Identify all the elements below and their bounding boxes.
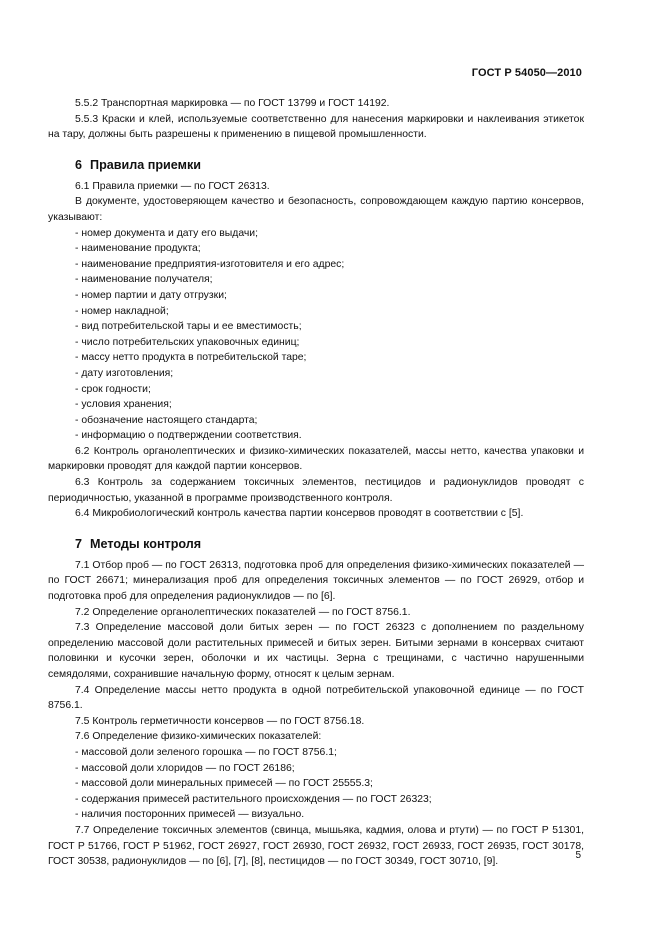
list-item: - вид потребительской тары и ее вместимость; bbox=[75, 321, 302, 333]
paragraph-5-5-3: 5.5.3 Краски и клей, используемые соответственно для нанесения маркировки и наклеивания этикеток на тару, должны быть разрешены к применению в пищевой промышленности. bbox=[48, 113, 584, 141]
list-item: - число потребительских упаковочных единиц; bbox=[75, 336, 300, 348]
list-item: - наименование продукта; bbox=[75, 243, 201, 255]
list-item: - массовой доли минеральных примесей — по ГОСТ 25555.3; bbox=[75, 778, 373, 790]
list-item: - содержания примесей растительного происхождения — по ГОСТ 26323; bbox=[75, 793, 432, 805]
paragraph-7-6: 7.6 Определение физико-химических показателей: bbox=[75, 731, 322, 743]
section-6-title: Правила приемки bbox=[90, 157, 201, 172]
section-7-title: Методы контроля bbox=[90, 536, 202, 551]
document-header: ГОСТ Р 54050—2010 bbox=[471, 67, 582, 79]
paragraph-7-5: 7.5 Контроль герметичности консервов — по ГОСТ 8756.18. bbox=[75, 715, 365, 727]
list-item: - наименование предприятия-изготовителя и его адрес; bbox=[75, 258, 345, 270]
paragraph-6-1: 6.1 Правила приемки — по ГОСТ 26313. bbox=[75, 180, 270, 192]
paragraph-6-2: 6.2 Контроль органолептических и физико-химических показателей, массы нетто, качества упаковки и маркировки проводят для каждой партии консервов. bbox=[48, 445, 584, 473]
list-item: - наименование получателя; bbox=[75, 274, 213, 286]
list-item: - номер партии и дату отгрузки; bbox=[75, 289, 227, 301]
list-item: - массовой доли зеленого горошка — по ГОСТ 8756.1; bbox=[75, 746, 337, 758]
list-item: - массовой доли хлоридов — по ГОСТ 26186; bbox=[75, 762, 295, 774]
list-item: - номер накладной; bbox=[75, 305, 169, 317]
list-item: - номер документа и дату его выдачи; bbox=[75, 227, 258, 239]
list-item: - дату изготовления; bbox=[75, 367, 174, 379]
list-item: - обозначение настоящего стандарта; bbox=[75, 414, 258, 426]
paragraph-6-1-document: В документе, удостоверяющем качество и безопасность, сопровождающем каждую партию консервов, указывают: bbox=[48, 196, 584, 223]
paragraph-7-4: 7.4 Определение массы нетто продукта в одной потребительской упаковочной единице — по ГОСТ 8756.1. bbox=[48, 684, 584, 712]
list-item: - условия хранения; bbox=[75, 399, 172, 411]
list-item: - наличия посторонних примесей — визуально. bbox=[75, 809, 305, 821]
list-item: - информацию о подтверждении соответствия. bbox=[75, 430, 302, 442]
list-item: - срок годности; bbox=[75, 383, 151, 395]
page-content bbox=[48, 96, 584, 870]
paragraph-7-7: 7.7 Определение токсичных элементов (свинца, мышьяка, кадмия, олова и ртути) — по ГОСТ Р 51301, ГОСТ Р 51766, ГОСТ Р 51962, ГОСТ 26927, ГОСТ 26930, ГОСТ 26932, ГОСТ 26933, ГОСТ 26935, ГОСТ 30178, ГОСТ 30538, радионуклидов — по [6], [7], [8], пестицидов — по ГОСТ 30349, ГОСТ 30710, [9]. bbox=[48, 824, 584, 868]
paragraph-7-1: 7.1 Отбор проб — по ГОСТ 26313, подготовка проб для определения физико-химических показателей — по ГОСТ 26671; минерализация проб для определения токсичных элементов — по ГОСТ 26929, отбор и подготовка проб для определения радионуклидов — по [6]. bbox=[48, 559, 584, 603]
section-6-number: 6 bbox=[75, 157, 83, 172]
section-7-heading bbox=[48, 536, 584, 552]
section-6-heading bbox=[48, 157, 584, 173]
paragraph-6-3: 6.3 Контроль за содержанием токсичных элементов, пестицидов и радионуклидов проводят с периодичностью, указанной в программе производственного контроля. bbox=[48, 477, 584, 504]
paragraph-7-2: 7.2 Определение органолептических показателей — по ГОСТ 8756.1. bbox=[75, 606, 411, 618]
paragraph-6-4: 6.4 Микробиологический контроль качества партии консервов проводят в соответствии с [5]. bbox=[75, 508, 524, 520]
list-item: - массу нетто продукта в потребительской таре; bbox=[75, 352, 307, 364]
paragraph-7-3: 7.3 Определение массовой доли битых зерен — по ГОСТ 26323 с дополнением по раздельному определению массовой доли растительных примесей и битых зерен. Битыми зернами в консервах считают половинки и кусочки зерен, оболочки и их частицы. Зерна с трещинами, с частично нарушенными семядолями, сохранившие начальную форму, относят к целым зернам. bbox=[48, 622, 584, 680]
section-7-number: 7 bbox=[75, 536, 83, 551]
page-number: 5 bbox=[575, 850, 581, 861]
paragraph-5-5-2: 5.5.2 Транспортная маркировка — по ГОСТ 13799 и ГОСТ 14192. bbox=[75, 98, 390, 109]
